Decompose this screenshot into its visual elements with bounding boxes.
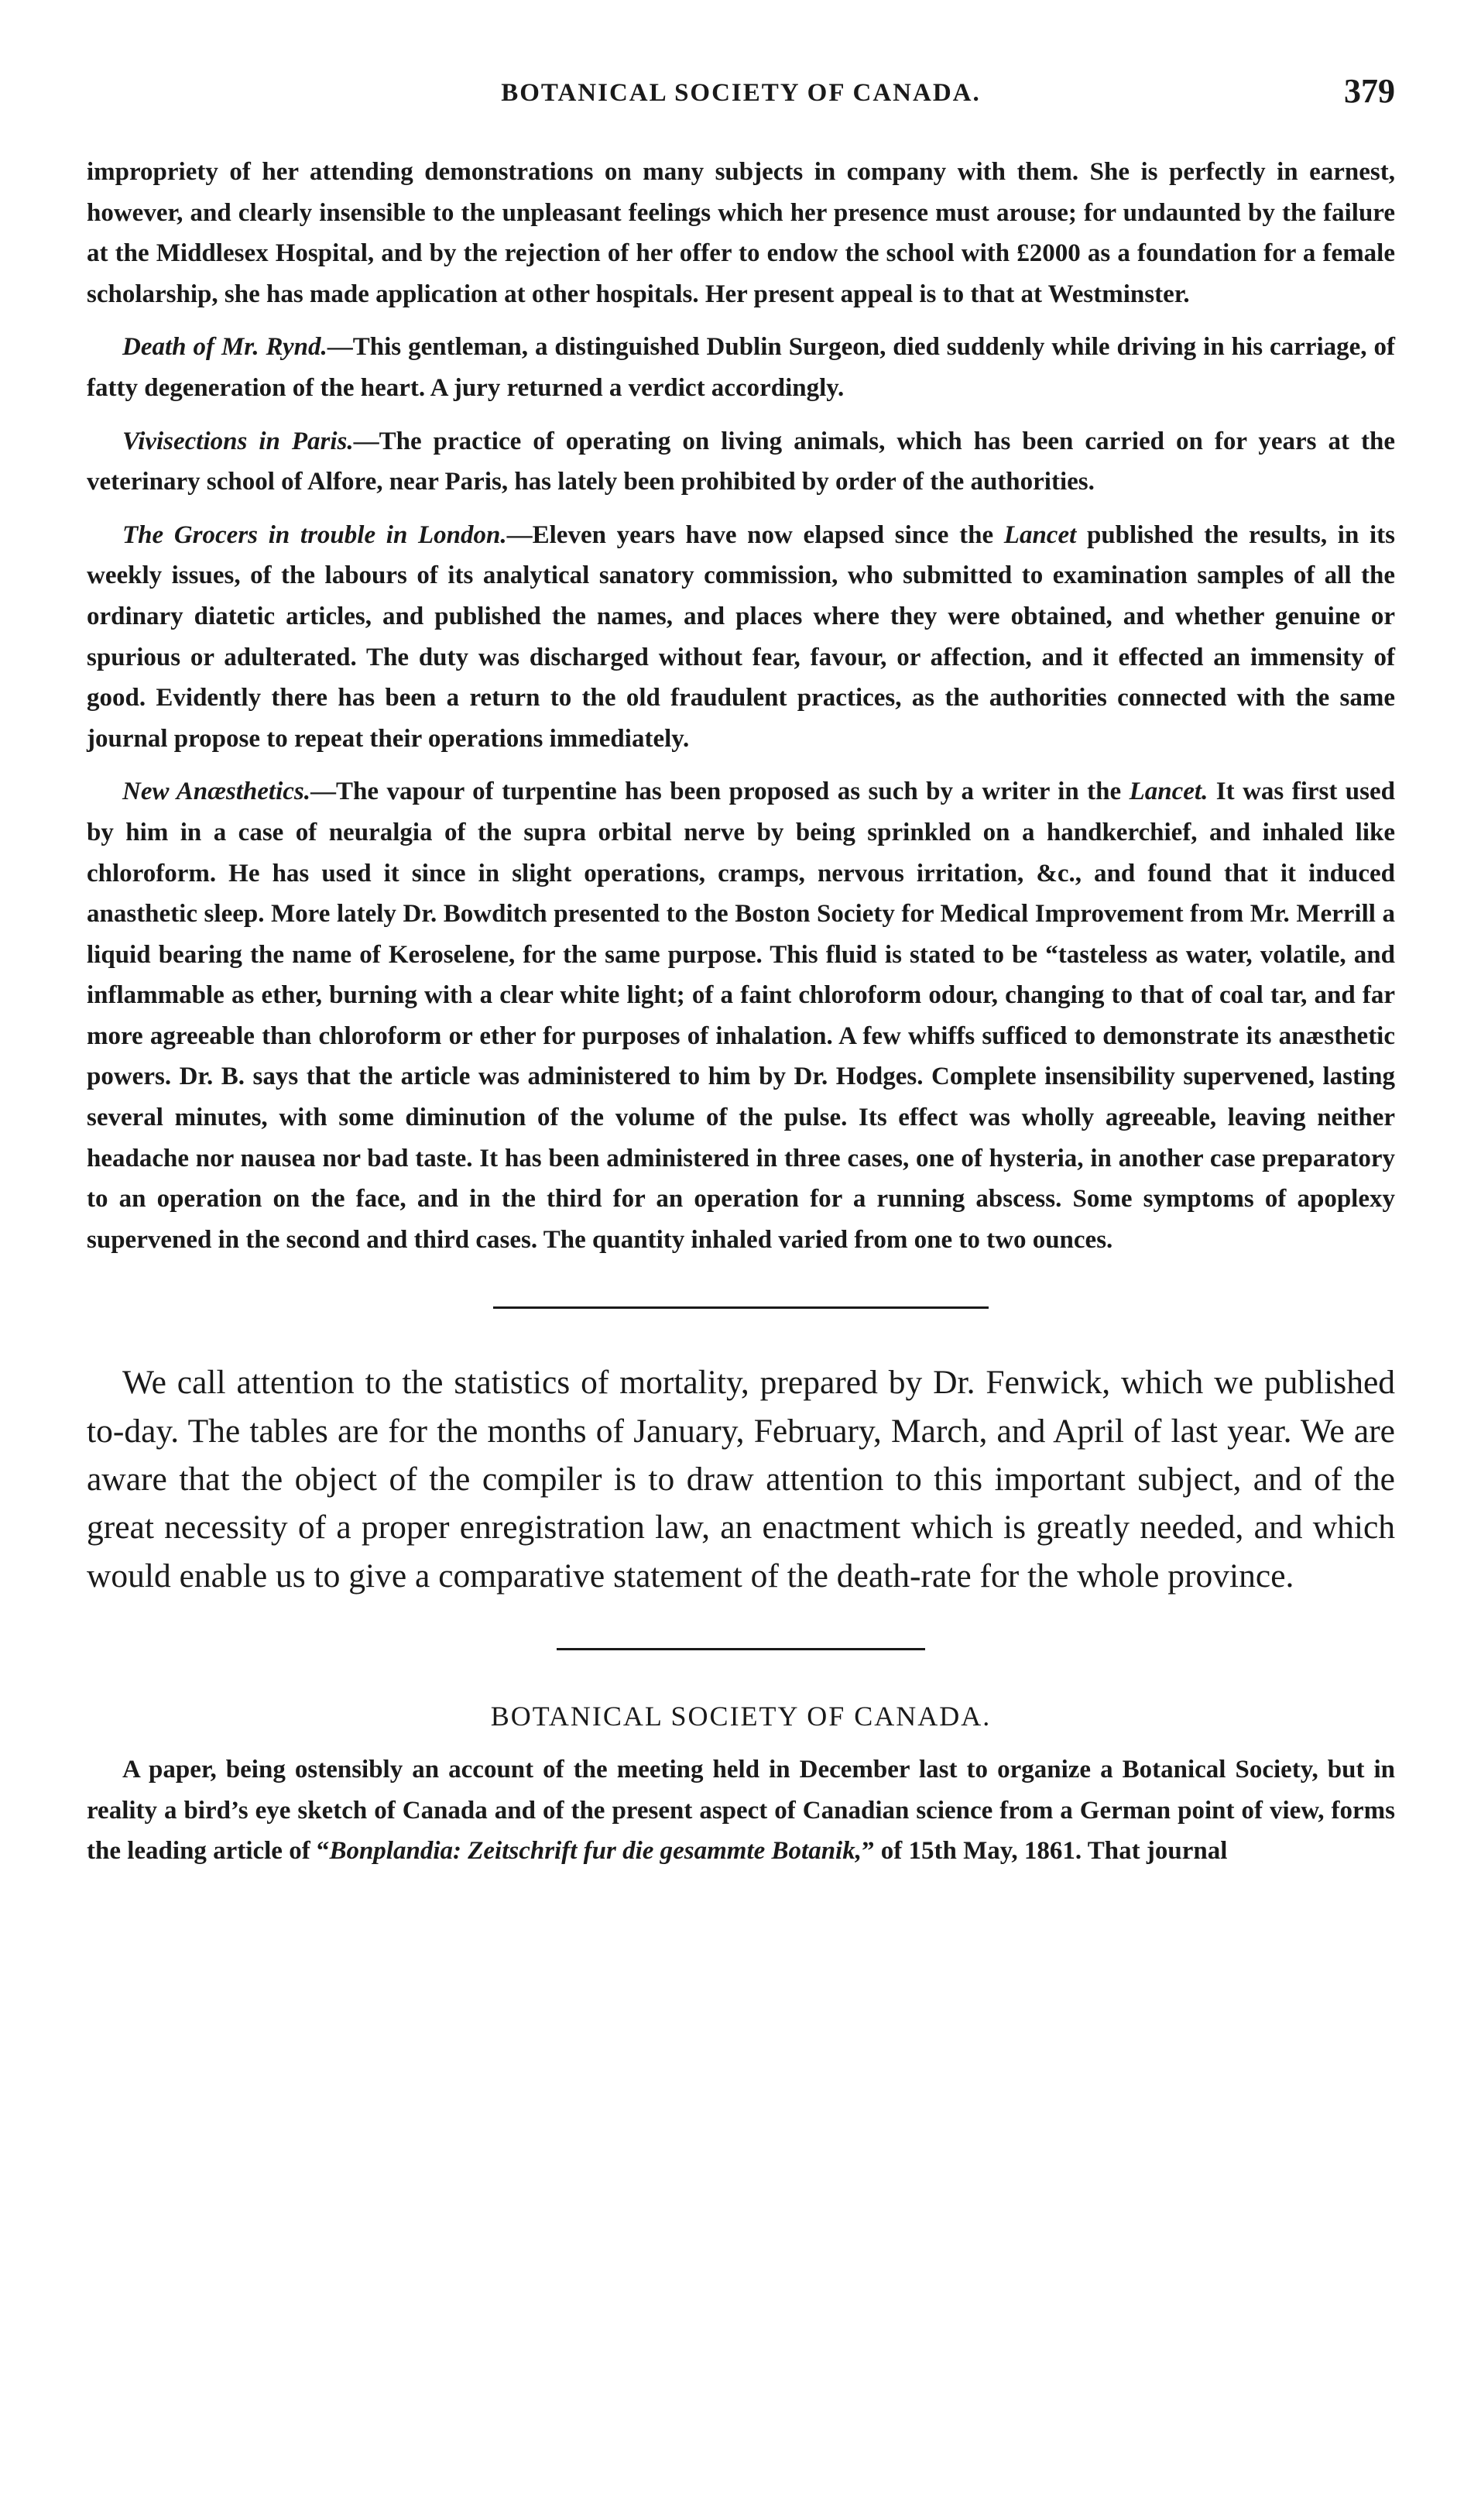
running-title: BOTANICAL SOCIETY OF CANADA.: [501, 79, 981, 107]
news-item-body: —This gentleman, a distinguished Dublin Surgeon, died suddenly while driving in his carriage, of fatty degeneration of the heart. A jury returned a verdict accordingly.: [87, 333, 1395, 402]
news-item-death-of-mr-rynd: [87, 327, 1395, 408]
journal-name: Lancet.: [1129, 778, 1208, 806]
news-item-heading: The Grocers in trouble in London.: [122, 520, 507, 549]
news-item-body: —The vapour of turpentine has been proposed as such by a writer in the: [310, 778, 1130, 806]
journal-name: Lancet: [1003, 520, 1077, 549]
news-item-heading: New Anæsthetics.: [122, 778, 310, 806]
section-divider: [493, 1306, 989, 1309]
editorial-paragraph: We call attention to the statistics of mortality, prepared by Dr. Fenwick, which we published to-day. The tables are for the months of January, February, March, and April of last year. We are aware that the object of the compiler is to draw attention to this important subject, and of the great necessity of a proper enregistration law, an enactment which is greatly needed, and which would enable us to give a comparative statement of the death-rate for the whole province.: [87, 1364, 1395, 1595]
botanical-society-article: [87, 1700, 1395, 1872]
news-item-body: published the results, in its weekly issues, of the labours of its analytical sanatory commission, who submitted to examination samples of all the ordinary diatetic articles, and published the names, and places where they were obtained, and whether genuine or spurious or adulterated. The duty was discharged without fear, favour, or affection, and it effected an immensity of good. Evidently there has been a return to the old fraudulent practices, as the authorities connected with the same journal propose to repeat their operations immediately.: [87, 520, 1395, 753]
journal-name: Bonplandia: Zeitschrift fur die gesammte Botanik,: [329, 1837, 862, 1866]
running-head: [87, 71, 1395, 133]
news-items: [87, 152, 1395, 1260]
page-number: 379: [1344, 72, 1395, 110]
news-item-heading: Vivisections in Paris.: [122, 427, 354, 455]
journal-page: [87, 71, 1395, 1872]
news-item-body: It was first used by him in a case of neuralgia of the supra orbital nerve by being sprinkled on a handkerchief, and inhaled like chloroform. He has used it since in slight operations, cramps, nervous irritation, &c., and found that it induced anasthetic sleep. More lately Dr. Bowditch presented to the Boston Society for Medical Improvement from Mr. Merrill a liquid bearing the name of Keroselene, for the same purpose. This fluid is stated to be “tasteless as water, volatile, and inflammable as ether, burning with a clear white light; of a faint chloroform odour, changing to that of coal tar, and far more agreeable than chloroform or ether for purposes of inhalation. A few whiffs sufficed to demonstrate its anæsthetic powers. Dr. B. says that the article was administered to him by Dr. Hodges. Complete insensibility supervened, lasting several minutes, with some diminution of the volume of the pulse. Its effect was wholly agreeable, leaving neither headache nor nausea nor bad taste. It has been administered in three cases, one of hysteria, in another case preparatory to an operation on the face, and in the third for an operation for a running abscess. Some symptoms of apoplexy supervened in the second and third cases. The quantity inhaled varied from one to two ounces.: [87, 778, 1395, 1254]
article-body: A paper, being ostensibly an account of the meeting held in December last to organize a Botanical Society, but in reality a bird’s eye sketch of Canada and of the present aspect of Canadian science from a German point of view, forms the leading article of “: [87, 1755, 1395, 1866]
article-title: BOTANICAL SOCIETY OF CANADA.: [490, 1700, 992, 1732]
article-body: ” of 15th May, 1861. That journal: [861, 1837, 1228, 1866]
news-paragraph-continued: impropriety of her attending demonstrations on many subjects in company with them. She is perfectly in earnest, however, and clearly insensible to the unpleasant feelings which her presence must arouse; for undaunted by the failure at the Middlesex Hospital, and by the rejection of her offer to endow the school with £2000 as a foundation for a female scholarship, she has made application at other hospitals. Her present appeal is to that at Westminster.: [87, 158, 1395, 308]
section-divider: [557, 1648, 925, 1650]
news-item-vivisections: [87, 421, 1395, 503]
article-paragraph: [87, 1749, 1395, 1872]
news-item-body: —Eleven years have now elapsed since the: [506, 520, 1004, 549]
news-item-grocers: [87, 515, 1395, 760]
news-item-new-anaesthetics: [87, 771, 1395, 1260]
news-item-heading: Death of Mr. Rynd.: [122, 333, 327, 362]
editorial-note: [87, 1358, 1395, 1599]
news-item-body: —The practice of operating on living animals, which has been carried on for years at the veterinary school of Alfore, near Paris, has lately been prohibited by order of the authorities.: [87, 427, 1396, 496]
